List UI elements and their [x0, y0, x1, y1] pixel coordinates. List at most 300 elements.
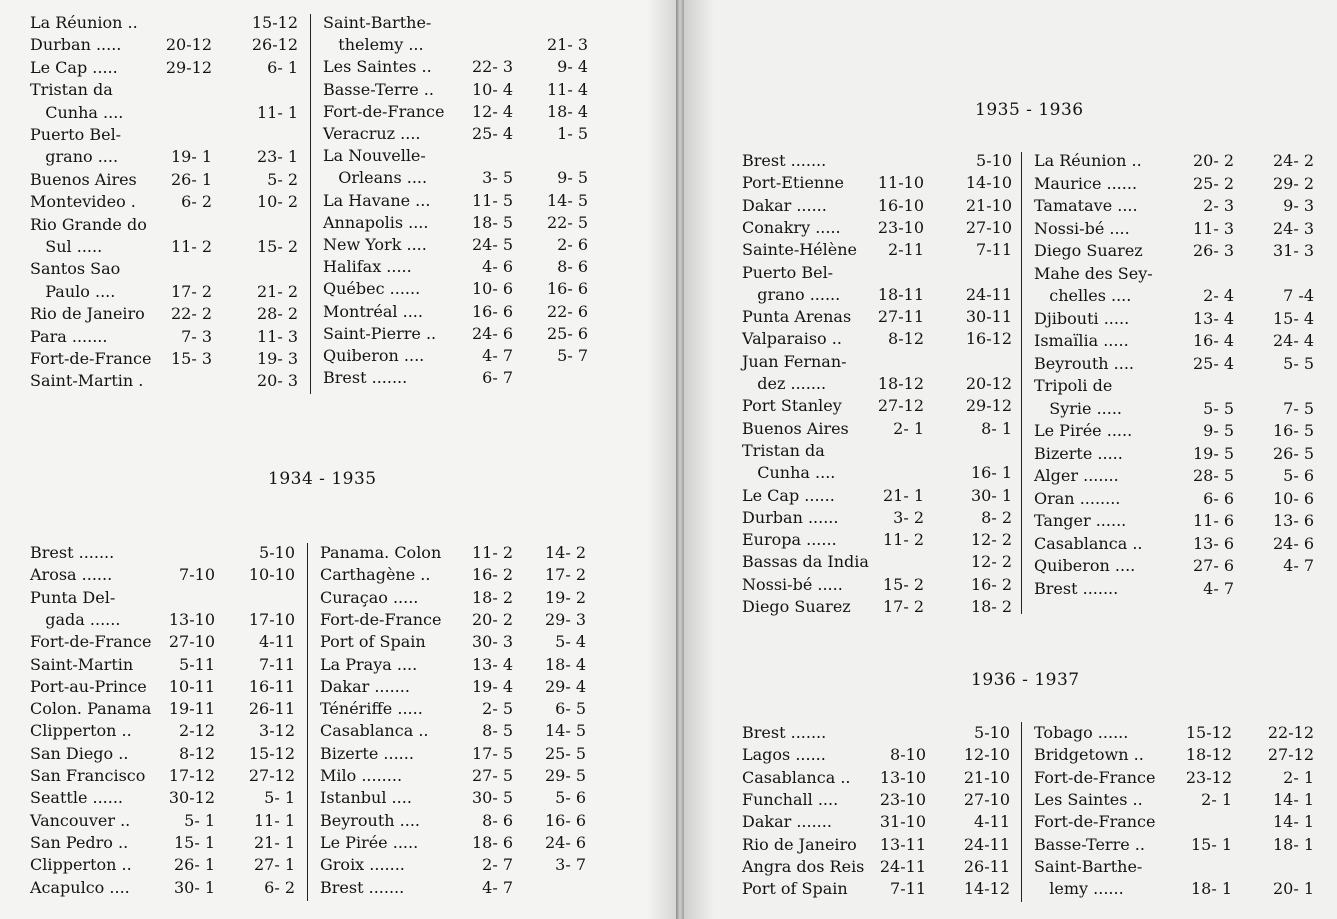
- schedule-row: [1034, 834, 1316, 856]
- schedule-row: [742, 462, 1016, 484]
- arrival-date: 2- 5: [482, 699, 513, 719]
- port-name: San Diego ..: [30, 743, 129, 763]
- port-name: Fort-de-France: [30, 632, 152, 652]
- port-name: Casablanca ..: [320, 721, 429, 741]
- arrival-date: 17- 2: [170, 281, 212, 301]
- arrival-date: 4- 7: [1203, 578, 1234, 598]
- departure-date: 21-10: [963, 767, 1010, 787]
- port-name: Fort-de-France: [1034, 767, 1156, 787]
- port-name: thelemy ...: [323, 35, 424, 55]
- schedule-row: [1034, 555, 1316, 577]
- schedule-row: [320, 587, 590, 609]
- departure-date: 9- 5: [557, 168, 588, 188]
- port-name: Le Pirée .....: [320, 832, 419, 852]
- departure-date: 17- 2: [544, 565, 586, 585]
- departure-date: 27-10: [963, 789, 1010, 809]
- schedule-row: [30, 191, 300, 213]
- departure-date: 6- 5: [555, 699, 586, 719]
- arrival-date: 27-11: [877, 307, 924, 327]
- schedule-row: [30, 564, 300, 586]
- arrival-date: 30- 1: [173, 877, 215, 897]
- port-name: gada ......: [30, 609, 121, 629]
- departure-date: 22- 5: [546, 212, 588, 232]
- port-name: Santos Sao: [30, 259, 121, 279]
- arrival-date: 17- 2: [882, 597, 924, 616]
- schedule-row: [1034, 263, 1316, 285]
- arrival-date: 8- 5: [482, 721, 513, 741]
- port-name: Para .......: [30, 326, 108, 346]
- arrival-date: 2- 7: [482, 855, 513, 875]
- departure-date: 5- 2: [267, 169, 298, 189]
- port-name: Rio de Janeiro: [30, 304, 145, 324]
- departure-date: 25- 6: [546, 323, 588, 343]
- arrival-date: 6- 2: [181, 192, 212, 212]
- schedule-row: [30, 720, 300, 742]
- port-name: Diego Suarez: [742, 597, 851, 616]
- schedule-row: [1034, 330, 1316, 352]
- schedule-row: [320, 787, 590, 809]
- schedule-row: [323, 190, 588, 212]
- port-name: Annapolis ....: [323, 212, 429, 232]
- arrival-date: 19- 4: [471, 676, 513, 696]
- port-name: Europa ......: [742, 530, 837, 550]
- port-name: Acapulco ....: [30, 877, 130, 897]
- arrival-date: 9- 5: [1203, 421, 1234, 440]
- departure-date: 21- 1: [253, 832, 295, 852]
- port-name: Rio de Janeiro: [742, 834, 857, 854]
- schedule-row: [742, 395, 1016, 417]
- schedule-row: [320, 609, 590, 631]
- arrival-date: 27- 5: [471, 766, 513, 785]
- arrival-date: 15- 2: [882, 574, 924, 594]
- schedule-row: [742, 172, 1016, 194]
- arrival-date: 8- 6: [482, 810, 513, 830]
- schedule-row: [30, 832, 300, 854]
- port-name: Basse-Terre ..: [323, 79, 434, 99]
- departure-date: 5-10: [974, 723, 1010, 742]
- arrival-date: 16- 4: [1192, 331, 1234, 350]
- arrival-date: 13-10: [168, 609, 215, 629]
- schedule-row: [742, 507, 1016, 529]
- arrival-date: 22- 3: [471, 57, 513, 77]
- arrival-date: 31-10: [879, 812, 926, 832]
- departure-date: 3- 7: [555, 855, 586, 875]
- schedule-row: [320, 877, 590, 899]
- departure-date: 10- 2: [256, 192, 298, 212]
- departure-date: 26-11: [963, 856, 1010, 876]
- schedule-row: [323, 101, 588, 123]
- departure-date: 18- 4: [546, 101, 588, 121]
- schedule-row: [742, 856, 1016, 878]
- arrival-date: 7-10: [179, 565, 215, 585]
- arrival-date: 20- 2: [1192, 151, 1234, 170]
- departure-date: 26-12: [251, 35, 298, 55]
- schedule-row: [1034, 767, 1316, 789]
- left-upper-divider: [310, 14, 311, 394]
- arrival-date: 2- 3: [1203, 196, 1234, 215]
- departure-date: 24- 3: [1272, 218, 1314, 238]
- arrival-date: 19- 5: [1192, 443, 1234, 463]
- arrival-date: 2- 1: [1201, 789, 1232, 809]
- departure-date: 24- 4: [1272, 331, 1314, 350]
- schedule-row: [320, 676, 590, 698]
- schedule-row: [1034, 218, 1316, 240]
- arrival-date: 11- 5: [471, 190, 513, 210]
- schedule-row: [1034, 465, 1316, 487]
- departure-date: 29- 3: [544, 609, 586, 629]
- arrival-date: 26- 3: [1192, 241, 1234, 260]
- schedule-row: [323, 56, 588, 78]
- port-name: Dakar ......: [742, 195, 827, 215]
- arrival-date: 18-12: [877, 374, 924, 393]
- schedule-row: [30, 743, 300, 765]
- departure-date: 19- 3: [256, 349, 298, 368]
- arrival-date: 23-10: [877, 217, 924, 237]
- schedule-row: [742, 551, 1016, 573]
- port-name: Veracruz ....: [323, 124, 421, 143]
- port-name: Beyrouth ....: [1034, 353, 1135, 373]
- port-name: Québec ......: [323, 279, 421, 299]
- arrival-date: 20- 2: [471, 609, 513, 629]
- arrival-date: 30- 5: [471, 788, 513, 808]
- port-name: Montréal ....: [323, 301, 423, 321]
- departure-date: 28- 2: [256, 304, 298, 324]
- departure-date: 5- 1: [264, 788, 295, 808]
- schedule-row: [30, 542, 300, 564]
- port-name: Puerto Bel-: [30, 125, 122, 144]
- schedule-row: [1034, 240, 1316, 262]
- schedule-row: [30, 258, 300, 280]
- arrival-date: 18- 1: [1190, 879, 1232, 899]
- port-name: La Nouvelle-: [323, 146, 426, 166]
- port-name: Le Cap ......: [742, 485, 835, 505]
- departure-date: 2- 6: [557, 235, 588, 254]
- schedule-row: [742, 574, 1016, 596]
- arrival-date: 8-12: [179, 743, 215, 763]
- departure-date: 21-10: [965, 195, 1012, 215]
- port-name: Diego Suarez: [1034, 241, 1143, 260]
- port-name: Dakar .......: [320, 676, 410, 696]
- schedule-row: [1034, 722, 1316, 744]
- port-name: Fort-de-France: [30, 349, 152, 368]
- schedule-row: [742, 306, 1016, 328]
- departure-date: 5- 7: [557, 346, 588, 365]
- schedule-row: [742, 328, 1016, 350]
- arrival-date: 15- 1: [1190, 834, 1232, 854]
- schedule-row: [30, 169, 300, 191]
- schedule-row: [30, 810, 300, 832]
- departure-date: 4-11: [974, 812, 1010, 832]
- port-name: chelles ....: [1034, 286, 1132, 305]
- arrival-date: 11- 2: [882, 530, 924, 550]
- arrival-date: 12- 4: [471, 101, 513, 121]
- arrival-date: 5- 1: [184, 810, 215, 830]
- schedule-row: [30, 877, 300, 899]
- schedule-row: [320, 743, 590, 765]
- port-name: Nossi-bé .....: [742, 574, 843, 594]
- arrival-date: 21- 1: [882, 485, 924, 505]
- port-name: Colon. Panama: [30, 699, 152, 719]
- schedule-row: [742, 811, 1016, 833]
- port-name: La Praya ....: [320, 654, 418, 674]
- port-name: Port-Etienne: [742, 173, 845, 193]
- departure-date: 29-12: [965, 396, 1012, 416]
- schedule-row: [323, 79, 588, 101]
- departure-date: 24-11: [965, 284, 1012, 304]
- port-name: Sul .....: [30, 237, 103, 256]
- port-name: Saint-Pierre ..: [323, 323, 437, 343]
- departure-date: 11- 1: [256, 102, 298, 122]
- schedule-row: [323, 167, 588, 189]
- port-name: Panama. Colon: [320, 543, 442, 562]
- arrival-date: 24- 6: [471, 323, 513, 343]
- book-gutter: [676, 0, 684, 919]
- departure-date: 31- 3: [1272, 241, 1314, 260]
- port-name: Quiberon ....: [323, 346, 425, 365]
- schedule-row: [742, 744, 1016, 766]
- port-name: Tristan da: [742, 440, 825, 460]
- port-name: Fort-de-France: [1034, 812, 1156, 832]
- port-name: Curaçao .....: [320, 587, 419, 607]
- arrival-date: 27-12: [877, 396, 924, 416]
- departure-date: 12-10: [963, 745, 1010, 765]
- schedule-row: [323, 323, 588, 345]
- schedule-row: [1034, 811, 1316, 833]
- schedule-row: [1034, 488, 1316, 510]
- schedule-row: [30, 609, 300, 631]
- schedule-row: [30, 587, 300, 609]
- schedule-row: [30, 631, 300, 653]
- schedule-row: [323, 256, 588, 278]
- departure-date: 7 -4: [1283, 286, 1314, 305]
- arrival-date: 18-11: [877, 284, 924, 304]
- departure-date: 4-11: [259, 632, 295, 652]
- departure-date: 5-10: [259, 543, 295, 562]
- schedule-row: [742, 262, 1016, 284]
- port-name: Brest .......: [323, 368, 408, 388]
- schedule-row: [30, 124, 300, 146]
- departure-date: 9- 4: [557, 57, 588, 77]
- port-name: Saint-Martin .: [30, 371, 144, 391]
- departure-date: 24- 2: [1272, 151, 1314, 170]
- port-name: Casablanca ..: [1034, 533, 1143, 553]
- schedule-row: [323, 234, 588, 256]
- right-page: [684, 0, 1337, 919]
- schedule-row: [1034, 173, 1316, 195]
- schedule-row: [1034, 195, 1316, 217]
- port-name: Arosa ......: [30, 565, 113, 585]
- port-name: Punta Arenas: [742, 307, 852, 327]
- departure-date: 1- 5: [557, 124, 588, 143]
- schedule-row: [1034, 353, 1316, 375]
- port-name: Basse-Terre ..: [1034, 834, 1145, 854]
- departure-date: 5- 4: [555, 632, 586, 652]
- schedule-row: [1034, 533, 1316, 555]
- arrival-date: 16-10: [877, 195, 924, 215]
- departure-date: 16- 6: [544, 810, 586, 830]
- departure-date: 26-11: [248, 699, 295, 719]
- schedule-row: [320, 542, 590, 564]
- departure-date: 14-12: [963, 879, 1010, 899]
- departure-date: 21- 2: [256, 281, 298, 301]
- port-name: Funchall ....: [742, 789, 839, 809]
- departure-date: 15- 2: [256, 237, 298, 256]
- schedule-row: [320, 832, 590, 854]
- arrival-date: 29-12: [165, 57, 212, 77]
- port-name: Port of Spain: [742, 879, 848, 899]
- departure-date: 14-10: [965, 173, 1012, 193]
- port-name: Syrie .....: [1034, 398, 1123, 418]
- right-page-shadow: [684, 0, 714, 919]
- port-name: La Havane ...: [323, 190, 431, 210]
- departure-date: 6- 2: [264, 877, 295, 897]
- arrival-date: 4- 7: [482, 346, 513, 365]
- port-name: Halifax .....: [323, 257, 412, 277]
- arrival-date: 2- 1: [893, 418, 924, 438]
- arrival-date: 4- 7: [482, 877, 513, 897]
- port-name: Saint-Barthe-: [1034, 856, 1143, 876]
- port-name: Punta Del-: [30, 587, 116, 607]
- arrival-date: 13- 4: [471, 654, 513, 674]
- arrival-date: 13-11: [879, 834, 926, 854]
- port-name: Les Saintes ..: [323, 57, 432, 77]
- port-name: Saint-Martin: [30, 654, 134, 674]
- schedule-row: [1034, 856, 1316, 878]
- schedule-row: [30, 854, 300, 876]
- arrival-date: 3- 2: [893, 507, 924, 527]
- arrival-date: 8-12: [888, 329, 924, 349]
- departure-date: 14- 5: [544, 721, 586, 741]
- departure-date: 7-11: [259, 654, 295, 674]
- port-name: Seattle ......: [30, 788, 124, 808]
- arrival-date: 5-11: [179, 654, 215, 674]
- arrival-date: 10- 4: [471, 79, 513, 99]
- departure-date: 16- 1: [970, 463, 1012, 483]
- departure-date: 22- 6: [546, 301, 588, 321]
- schedule-row: [323, 345, 588, 367]
- arrival-date: 18- 2: [471, 587, 513, 607]
- port-name: grano ......: [742, 284, 841, 304]
- departure-date: 14- 1: [1272, 789, 1314, 809]
- arrival-date: 16- 6: [471, 301, 513, 321]
- schedule-row: [1034, 510, 1316, 532]
- left-lower-divider: [307, 543, 308, 901]
- arrival-date: 25- 2: [1192, 173, 1234, 193]
- schedule-row: [30, 102, 300, 124]
- arrival-date: 18-12: [1185, 745, 1232, 765]
- port-name: Bizerte ......: [320, 743, 414, 763]
- right-lower-divider: [1021, 722, 1022, 902]
- arrival-date: 13- 4: [1192, 308, 1234, 328]
- arrival-date: 4- 6: [482, 257, 513, 277]
- port-name: Dakar .......: [742, 812, 832, 832]
- schedule-row: [742, 217, 1016, 239]
- schedule-row: [323, 34, 588, 56]
- port-name: Le Cap .....: [30, 57, 118, 77]
- port-name: Orleans ....: [323, 168, 428, 188]
- departure-date: 30-11: [965, 307, 1012, 327]
- departure-date: 27-10: [965, 217, 1012, 237]
- port-name: La Réunion ..: [30, 13, 138, 32]
- port-name: grano ....: [30, 147, 119, 167]
- port-name: Lagos ......: [742, 745, 826, 765]
- departure-date: 14- 2: [544, 543, 586, 562]
- arrival-date: 7-11: [890, 879, 926, 899]
- departure-date: 15- 4: [1272, 308, 1314, 328]
- schedule-row: [742, 878, 1016, 900]
- arrival-date: 5- 5: [1203, 398, 1234, 418]
- arrival-date: 18- 6: [471, 832, 513, 852]
- port-name: Le Pirée .....: [1034, 421, 1133, 440]
- port-name: La Réunion ..: [1034, 151, 1142, 170]
- port-name: Brest .......: [320, 877, 405, 897]
- schedule-row: [323, 145, 588, 167]
- departure-date: 11- 1: [253, 810, 295, 830]
- schedule-row: [320, 810, 590, 832]
- schedule-row: [30, 12, 300, 34]
- schedule-row: [30, 79, 300, 101]
- arrival-date: 7- 3: [181, 326, 212, 346]
- port-name: Buenos Aires: [742, 418, 849, 438]
- schedule-row: [30, 326, 300, 348]
- port-name: Brest .......: [742, 723, 827, 742]
- arrival-date: 28- 5: [1192, 466, 1234, 485]
- port-name: Alger .......: [1034, 466, 1119, 485]
- departure-date: 4- 7: [1283, 556, 1314, 575]
- arrival-date: 11- 6: [1192, 511, 1234, 530]
- port-name: Mahe des Sey-: [1034, 263, 1153, 283]
- schedule-row: [742, 834, 1016, 856]
- arrival-date: 24-11: [879, 856, 926, 876]
- port-name: Durban ......: [742, 507, 839, 527]
- port-name: Tamatave ....: [1034, 196, 1138, 215]
- port-name: Valparaiso ..: [742, 329, 842, 349]
- port-name: Tobago ......: [1034, 723, 1129, 742]
- port-name: Port of Spain: [320, 632, 426, 652]
- departure-date: 29- 5: [544, 766, 586, 785]
- arrival-date: 22- 2: [170, 304, 212, 324]
- schedule-row: [742, 485, 1016, 507]
- port-name: Montevideo .: [30, 192, 136, 212]
- arrival-date: 8-10: [890, 745, 926, 765]
- schedule-row: [742, 767, 1016, 789]
- schedule-row: [30, 281, 300, 303]
- departure-date: 27-12: [248, 766, 295, 785]
- port-name: Durban .....: [30, 35, 122, 55]
- departure-date: 16- 5: [1272, 421, 1314, 440]
- arrival-date: 6- 6: [1203, 488, 1234, 508]
- arrival-date: 15-12: [1185, 723, 1232, 742]
- arrival-date: 20-12: [165, 35, 212, 55]
- port-name: Cunha ....: [30, 102, 124, 122]
- port-name: Ismaïlia .....: [1034, 331, 1129, 350]
- arrival-date: 19- 1: [170, 147, 212, 167]
- port-name: San Francisco: [30, 766, 146, 785]
- arrival-date: 27-10: [168, 632, 215, 652]
- departure-date: 27- 1: [253, 855, 295, 875]
- port-name: Milo ........: [320, 766, 403, 785]
- schedule-row: [320, 564, 590, 586]
- departure-date: 24- 6: [1272, 533, 1314, 553]
- departure-date: 16- 6: [546, 279, 588, 299]
- left-page-shadow: [646, 0, 676, 919]
- schedule-row: [742, 596, 1016, 618]
- departure-date: 5- 5: [1283, 353, 1314, 373]
- port-name: Puerto Bel-: [742, 262, 834, 282]
- port-name: San Pedro ..: [30, 832, 129, 852]
- schedule-row: [320, 631, 590, 653]
- port-name: Beyrouth ....: [320, 810, 421, 830]
